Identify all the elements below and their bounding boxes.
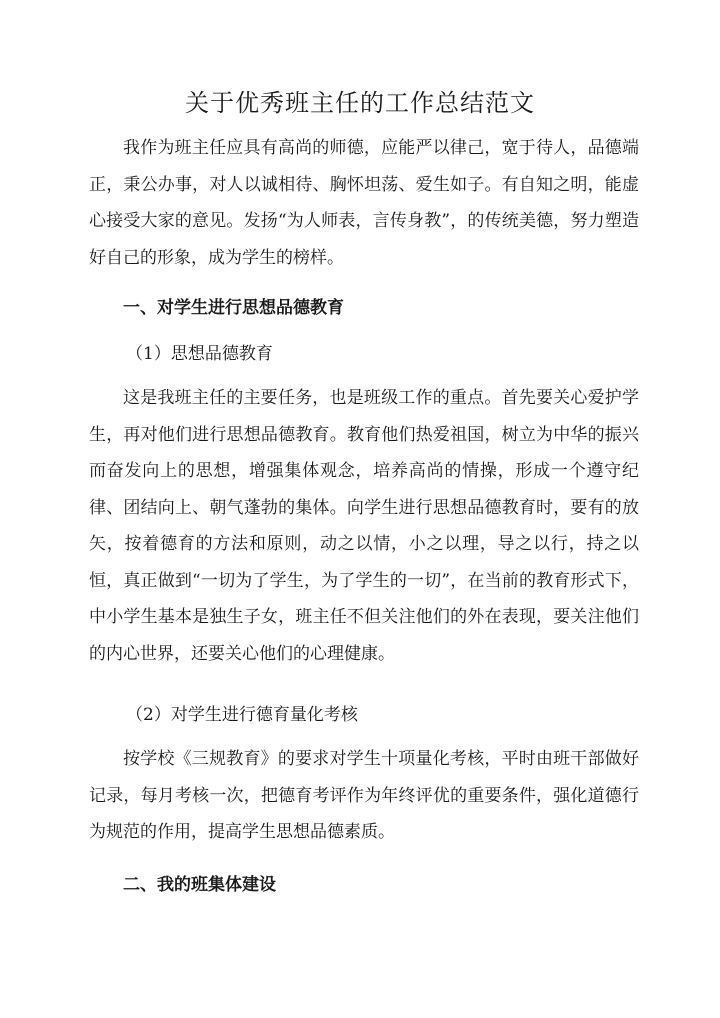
document-title: 关于优秀班主任的工作总结范文 (185, 89, 535, 117)
section-heading-1: 一、对学生进行思想品德教育 (123, 298, 344, 318)
intro-paragraph: 我作为班主任应具有高尚的师德，应能严以律己，宽于待人，品德端正，秉公办事，对人以诚相待、胸怀坦荡、爱生如子。有自知之明，能虚心接受大家的意见。发扬“为人师表，言传身教”，的传统美德，努力塑造好自己的形象，成为学生的榜样。 (89, 138, 639, 268)
subsection-paragraph-2: 按学校《三规教育》的要求对学生十项量化考核，平时由班干部做好记录，每月考核一次，把德育考评作为年终评优的重要条件，强化道德行为规范的作用，提高学生思想品德素质。 (89, 749, 639, 842)
subsection-paragraph-1: 这是我班主任的主要任务，也是班级工作的重点。首先要关心爱护学生，再对他们进行思想品德教育。教育他们热爱祖国，树立为中华的振兴而奋发向上的思想，增强集体观念，培养高尚的情操，形成一个遵守纪律、团结向上、朝气蓬勃的集体。向学生进行思想品德教育时，要有的放矢，按着德育的方法和原则，动之以情，小之以理，导之以行，持之以恒，真正做到“一切为了学生，为了学生的一切”，在当前的教育形式下，中小学生基本是独生子女，班主任不但关注他们的外在表现，要关注他们的内心世界，还要关心他们的心理健康。 (89, 388, 639, 664)
subsection-heading-1: （1）思想品德教育 (126, 344, 273, 364)
section-heading-2: 二、我的班集体建设 (123, 875, 276, 895)
subsection-heading-2: （2）对学生进行德育量化考核 (126, 705, 358, 725)
